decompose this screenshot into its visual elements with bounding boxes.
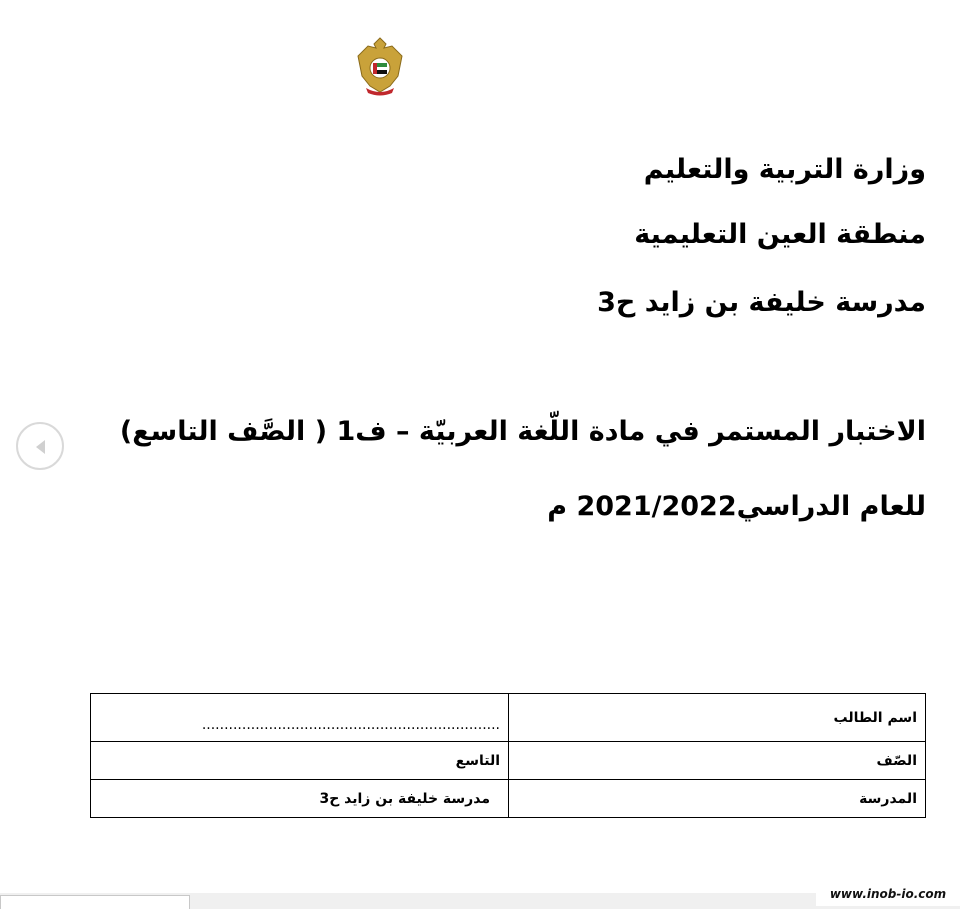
zone-heading: منطقة العين التعليمية (634, 219, 926, 250)
student-name-value: ................................................................... (201, 716, 500, 733)
table-row (91, 742, 926, 780)
site-watermark: www.inob-io.com (816, 884, 960, 906)
grade-value: التاسع (91, 742, 509, 780)
previous-page-button[interactable] (16, 422, 64, 470)
uae-emblem-logo (356, 36, 404, 98)
school-value: مدرسة خليفة بن زايد ح3 (91, 780, 509, 818)
table-row (91, 694, 926, 742)
student-name-field[interactable] (91, 694, 509, 742)
school-heading: مدرسة خليفة بن زايد ح3 (597, 287, 926, 318)
student-info-table (90, 693, 926, 818)
ministry-heading: وزارة التربية والتعليم (643, 154, 926, 185)
student-name-label: اسم الطالب (509, 694, 926, 742)
chevron-left-icon (31, 437, 51, 457)
exam-title: الاختبار المستمر في مادة اللّغة العربيّة – ف1 ( الصَّف التاسع) (119, 416, 926, 447)
bottom-panel-tab (0, 895, 190, 909)
grade-label: الصّف (509, 742, 926, 780)
academic-year: للعام الدراسي2021/2022 م (547, 491, 926, 522)
school-label: المدرسة (509, 780, 926, 818)
table-row (91, 780, 926, 818)
